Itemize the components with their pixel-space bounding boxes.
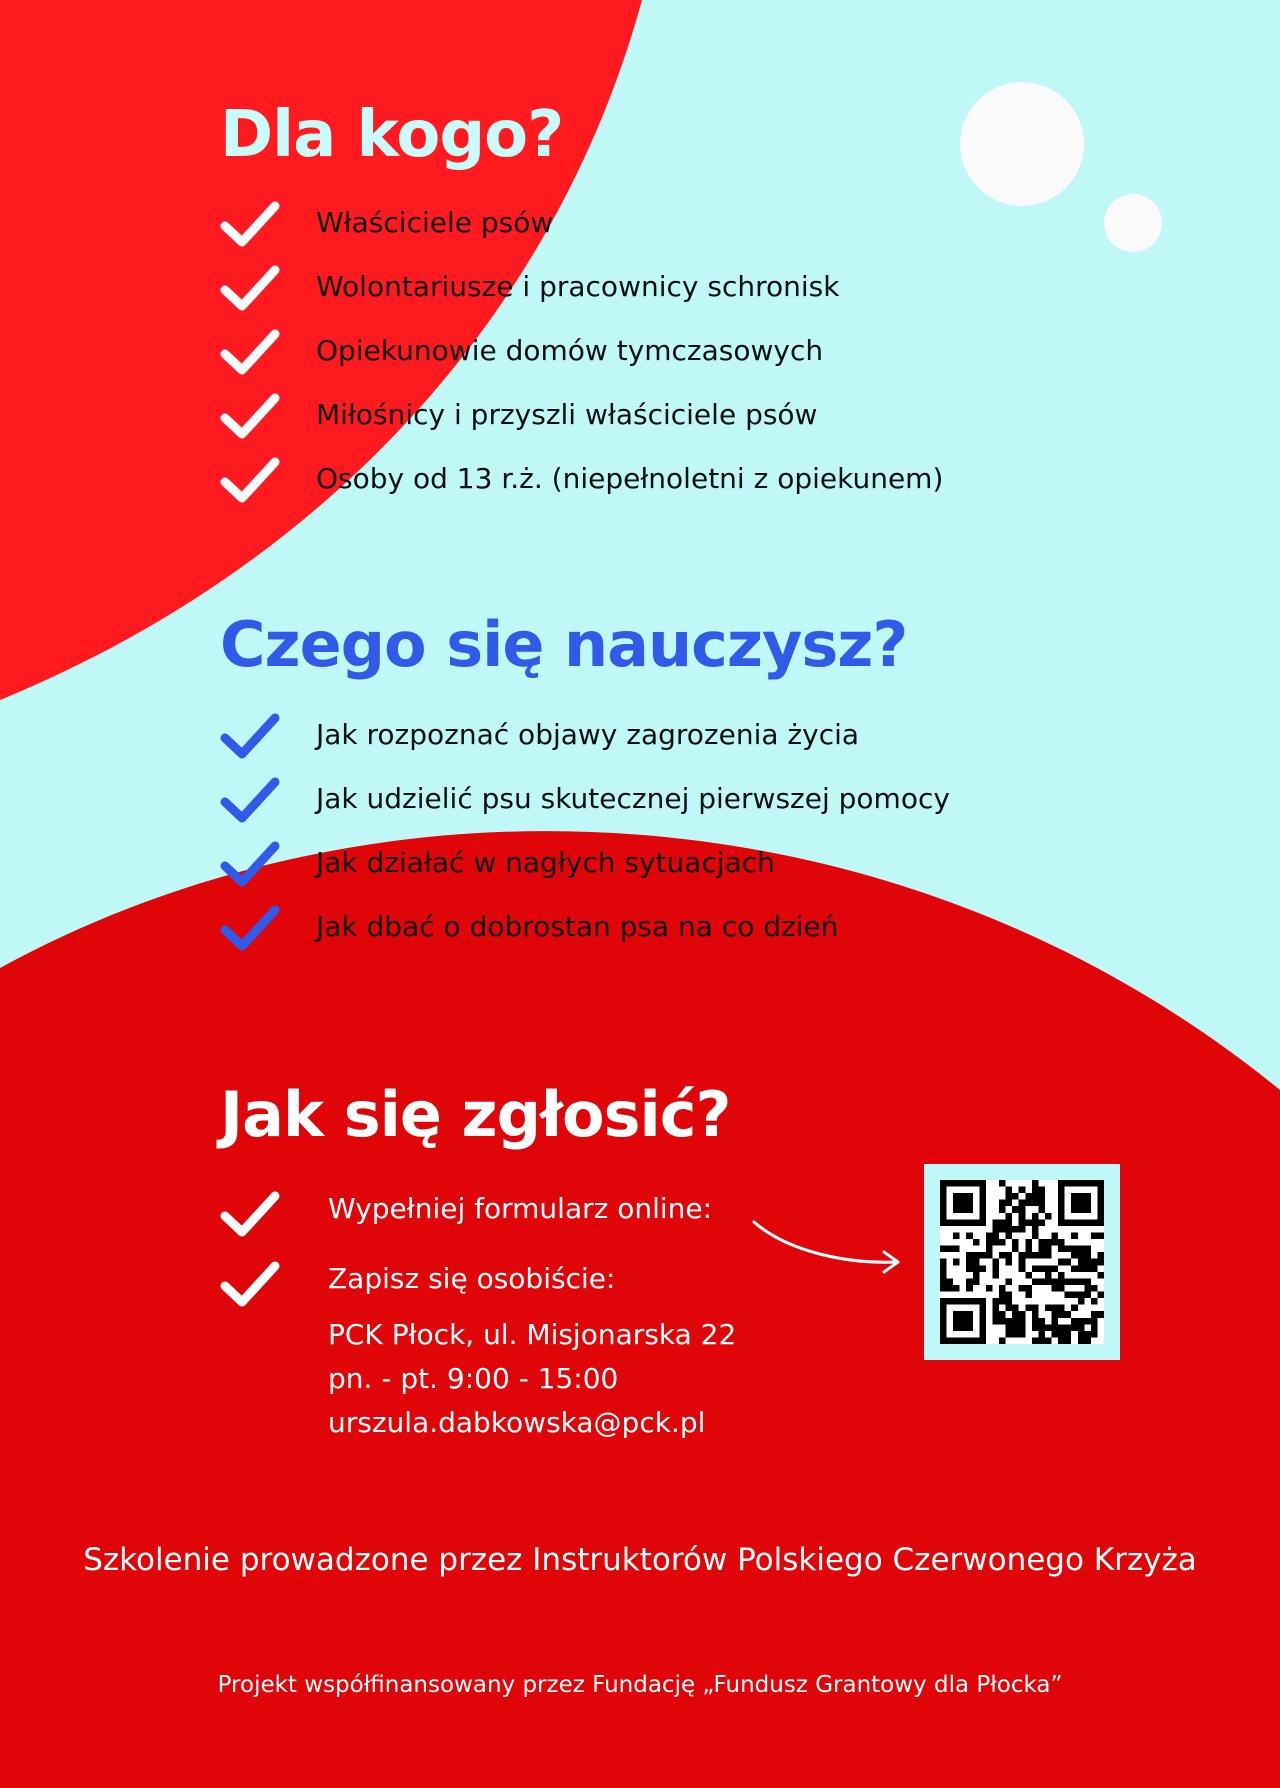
checkmark-icon — [220, 904, 280, 954]
list-item-text: Jak rozpoznać objawy zagrozenia życia — [316, 718, 860, 751]
heading-dla-kogo: Dla kogo? — [220, 98, 564, 172]
list-item-text: Zapisz się osobiście: — [328, 1262, 616, 1295]
list-item-text: Właściciele psów — [316, 206, 554, 239]
decorative-circle-large — [960, 82, 1084, 206]
checkmark-icon — [220, 712, 280, 762]
checkmark-icon — [220, 328, 280, 378]
heading-czego-sie-nauczysz: Czego się nauczysz? — [220, 608, 908, 681]
list-item-text: Osoby od 13 r.ż. (niepełnoletni z opiekunem) — [316, 462, 944, 495]
checkmark-icon — [220, 1260, 280, 1310]
checkmark-icon — [220, 456, 280, 506]
checkmark-icon — [220, 392, 280, 442]
list-item-text: Jak udzielić psu skutecznej pierwszej pomocy — [316, 782, 950, 815]
list-item-text: Opiekunowie domów tymczasowych — [316, 334, 824, 367]
list-item-text: Wypełniej formularz online: — [328, 1192, 713, 1225]
qr-code-icon — [940, 1180, 1104, 1344]
decorative-circle-small — [1104, 194, 1162, 252]
qr-code[interactable] — [924, 1164, 1120, 1360]
curved-arrow-icon — [748, 1212, 908, 1282]
opening-hours-text: pn. - pt. 9:00 - 15:00 — [328, 1362, 619, 1395]
heading-jak-sie-zglosic: Jak się zgłosić? — [220, 1078, 731, 1151]
checkmark-icon — [220, 264, 280, 314]
email-link[interactable]: urszula.dabkowska@pck.pl — [328, 1406, 706, 1439]
footer-instructors-note: Szkolenie prowadzone przez Instruktorów Polskiego Czerwonego Krzyża — [83, 1542, 1197, 1578]
checkmark-icon — [220, 840, 280, 890]
checkmark-icon — [220, 776, 280, 826]
list-item-text: Jak działać w nagłych sytuacjach — [316, 846, 775, 879]
list-item-text: Wolontariusze i pracownicy schronisk — [316, 270, 840, 303]
footer-funding-note: Projekt współfinansowany przez Fundację „Fundusz Grantowy dla Płocka” — [217, 1672, 1063, 1698]
address-text: PCK Płock, ul. Misjonarska 22 — [328, 1318, 737, 1351]
list-item-text: Miłośnicy i przyszli właściciele psów — [316, 398, 818, 431]
checkmark-icon — [220, 200, 280, 250]
list-item-text: Jak dbać o dobrostan psa na co dzień — [316, 910, 839, 943]
checkmark-icon — [220, 1190, 280, 1240]
